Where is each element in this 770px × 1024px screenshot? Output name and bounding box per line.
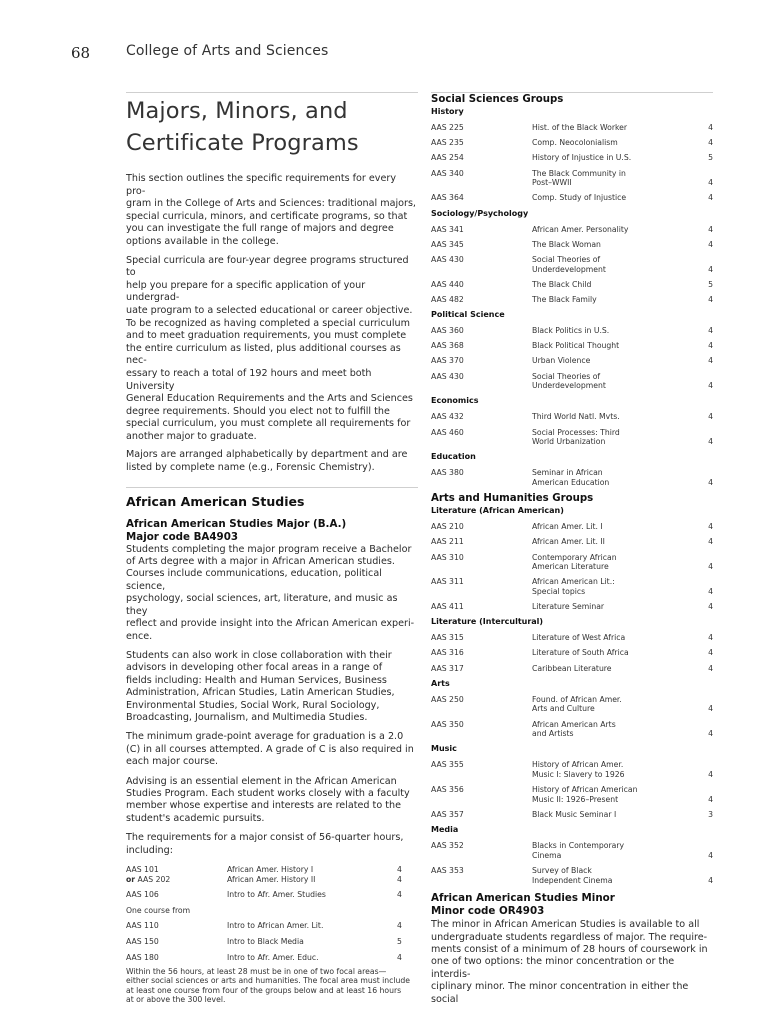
major-heading xyxy=(126,518,418,544)
course-title: History of African American Music II: 1926–Present xyxy=(532,785,638,804)
course-row xyxy=(431,240,713,250)
course-code: AAS 430 xyxy=(431,254,464,264)
course-row xyxy=(431,326,713,336)
course-hours: 4 xyxy=(708,123,713,132)
course-title: Hist. of the Black Worker xyxy=(532,123,628,132)
course-code: AAS 482 xyxy=(431,294,464,304)
course-row xyxy=(431,522,713,532)
course-row xyxy=(431,695,713,714)
course-code: AAS 356 xyxy=(431,785,464,795)
course-title: Comp. Neocolonialism xyxy=(532,138,618,148)
literature-aa-list xyxy=(431,522,713,612)
course-title: Social Theories of Underdevelopment xyxy=(532,371,606,391)
history-heading: History xyxy=(431,107,464,116)
one-course-label: One course from xyxy=(126,905,191,915)
course-hours: 5 xyxy=(397,936,402,946)
course-hours: 4 xyxy=(708,663,713,673)
course-row xyxy=(126,937,418,947)
course-title: Black Politics in U.S. xyxy=(532,326,610,336)
course-hours: 4 xyxy=(708,704,713,714)
intro-paragraph: Majors are arranged alphabetically by department and are listed by complete name (e.g., Forensic Chemistry). xyxy=(126,449,408,474)
course-title: Caribbean Literature xyxy=(532,663,612,673)
course-hours: 4 xyxy=(708,562,713,572)
course-row xyxy=(431,153,713,163)
major-code: Major code BA4903 xyxy=(126,530,239,543)
course-row xyxy=(431,648,713,658)
course-row xyxy=(431,537,713,547)
course-title: The Black Woman xyxy=(532,239,601,249)
course-title: Intro to Black Media xyxy=(227,936,304,946)
literature-intercultural-list xyxy=(431,633,713,673)
social-sciences-heading: Social Sciences Groups xyxy=(431,94,564,105)
course-code: AAS 110 xyxy=(126,921,159,931)
page-title xyxy=(126,95,418,159)
course-title: African American Lit.: Special topics xyxy=(532,577,615,596)
arts-list xyxy=(431,695,713,739)
intro-section xyxy=(126,173,418,475)
course-title: Third World Natl. Mvts. xyxy=(532,412,620,422)
course-row xyxy=(431,428,713,447)
course-hours: 4 xyxy=(708,294,713,304)
course-hours: 4 xyxy=(708,586,713,596)
course-title: African Amer. Lit. II xyxy=(532,537,605,547)
course-title: Urban Violence xyxy=(532,356,591,366)
course-hours: 4 xyxy=(708,264,713,274)
course-code: AAS 430 xyxy=(431,371,464,381)
course-row xyxy=(431,468,713,487)
course-title: Black Political Thought xyxy=(532,341,620,351)
course-code: AAS 311 xyxy=(431,577,464,587)
arts-heading: Arts xyxy=(431,678,450,688)
education-heading: Education xyxy=(431,452,476,462)
course-code: AAS 310 xyxy=(431,552,464,562)
course-code: AAS 360 xyxy=(431,326,464,336)
major-description xyxy=(126,544,418,857)
course-row xyxy=(431,169,713,188)
political-science-list xyxy=(431,326,713,391)
course-code: AAS 341 xyxy=(431,224,464,234)
course-row xyxy=(431,412,713,422)
course-row xyxy=(431,664,713,674)
course-row xyxy=(431,577,713,596)
course-code: AAS 352 xyxy=(431,841,464,851)
course-row xyxy=(431,295,713,305)
course-hours: 4 xyxy=(708,633,713,643)
course-row xyxy=(431,866,713,885)
course-row xyxy=(431,225,713,235)
course-title: Literature Seminar xyxy=(532,602,605,612)
intro-paragraph: Special curricula are four-year degree programs structured to help you prepare for a specific application of your undergrad- uate program to a selected educational or career objective. To be recognized as having completed a special curriculum and to meet graduation requirements, you must complete the entire curriculum as listed, plus additional courses as nec- essary to reach a total of 192 hours and meet both University General Education Requirements and the Arts and Sciences degree requirements. Should you elect not to fulfill the special curriculum, you must complete all requirements for another major to graduate. xyxy=(126,254,413,442)
political-science-heading: Political Science xyxy=(431,310,505,320)
course-code: AAS 355 xyxy=(431,760,464,770)
minor-code: Minor code OR4903 xyxy=(431,905,545,918)
course-hours: 4 xyxy=(708,875,713,885)
course-hours: 4 xyxy=(397,921,402,931)
course-row xyxy=(431,760,713,779)
course-code: AAS 225 xyxy=(431,123,464,132)
course-code: AAS 106 xyxy=(126,890,159,900)
literature-aa-heading: Literature (African American) xyxy=(431,506,564,516)
course-code: AAS 368 xyxy=(431,341,464,351)
course-code: AAS 235 xyxy=(431,138,464,148)
course-hours: 5 xyxy=(708,153,713,163)
course-row xyxy=(126,865,418,884)
course-hours: 4 4 xyxy=(397,865,402,884)
course-title: Found. of African Amer. Arts and Culture xyxy=(532,694,622,714)
course-row xyxy=(431,356,713,366)
course-title: Social Processes: Third World Urbanization xyxy=(532,427,620,447)
course-row xyxy=(431,123,713,133)
course-row xyxy=(431,633,713,643)
course-title: Intro to Afr. Amer. Educ. xyxy=(227,952,319,962)
course-row xyxy=(431,280,713,290)
course-title: The Black Community in Post–WWII xyxy=(532,168,626,188)
course-code: AAS 210 xyxy=(431,522,464,532)
history-list xyxy=(431,123,713,203)
course-hours: 4 xyxy=(708,850,713,860)
course-code: AAS 317 xyxy=(431,663,464,673)
course-row xyxy=(431,255,713,274)
course-hours: 4 xyxy=(708,224,713,234)
course-code: AAS 150 xyxy=(126,936,159,946)
course-title: Literature of West Africa xyxy=(532,633,626,643)
minor-paragraph: The minor in African American Studies is available to all undergraduate students regardless of major. The require- ments consist of a minimum of 28 hours of coursework in one of two options: the minor concentration or the interdis- ciplinary minor. The minor concentration in either the social xyxy=(431,919,708,1005)
arts-humanities-heading: Arts and Humanities Groups xyxy=(431,493,594,505)
course-code: AAS 340 xyxy=(431,168,464,178)
course-code: AAS 440 xyxy=(431,279,464,289)
course-row xyxy=(431,341,713,351)
course-code: AAS 254 xyxy=(431,153,464,163)
course-row xyxy=(431,553,713,572)
course-row xyxy=(431,785,713,804)
course-hours: 4 xyxy=(708,178,713,188)
economics-list xyxy=(431,412,713,446)
course-code: AAS 211 xyxy=(431,537,464,547)
course-hours: 4 xyxy=(708,341,713,351)
course-hours: 4 xyxy=(708,326,713,336)
course-row xyxy=(431,372,713,391)
course-hours: 4 xyxy=(397,952,402,962)
course-hours: 4 xyxy=(708,648,713,658)
course-hours: 4 xyxy=(708,522,713,532)
media-list xyxy=(431,841,713,885)
course-hours: 4 xyxy=(708,138,713,148)
sociology-heading: Sociology/Psychology xyxy=(431,208,529,218)
running-head: College of Arts and Sciences xyxy=(126,43,329,59)
course-code: AAS 370 xyxy=(431,356,464,366)
course-title: Black Music Seminar I xyxy=(532,809,617,819)
course-row xyxy=(431,193,713,203)
course-code: AAS 364 xyxy=(431,193,464,203)
body-paragraph: The requirements for a major consist of 56-quarter hours, including: xyxy=(126,832,404,856)
course-hours: 4 xyxy=(708,537,713,547)
course-title: History of African Amer. Music I: Slavery to 1926 xyxy=(532,760,625,779)
course-title: History of Injustice in U.S. xyxy=(532,153,632,163)
intro-paragraph: This section outlines the specific requirements for every pro- gram in the College of Arts and Sciences: traditional majors, special curricula, minors, and certificate programs, so that you can investigate the full range of majors and degree options available in the college. xyxy=(126,173,416,247)
course-code: AAS 180 xyxy=(126,952,159,962)
requirements-note: Within the 56 hours, at least 28 must be in one of two focal areas— either social sciences or arts and humanities. The focal area must include at least one course from four of the groups below and at least 16 hours at or above the 300 level. xyxy=(126,967,411,1004)
course-title: African Amer. Personality xyxy=(532,224,629,234)
course-code: AAS 250 xyxy=(431,694,464,704)
course-title: Comp. Study of Injustice xyxy=(532,193,627,203)
course-hours: 4 xyxy=(397,890,402,900)
course-title: Seminar in African American Education xyxy=(532,468,610,487)
title-line-1: Majors, Minors, and xyxy=(126,98,348,124)
course-code: AAS 353 xyxy=(431,865,464,875)
course-title: African Amer. History I African Amer. History II xyxy=(227,865,316,884)
music-list xyxy=(431,760,713,819)
course-row xyxy=(126,921,418,931)
course-hours: 4 xyxy=(708,477,713,487)
music-heading: Music xyxy=(431,744,457,754)
course-title: Intro to Afr. Amer. Studies xyxy=(227,890,326,900)
course-code: AAS 316 xyxy=(431,648,464,658)
course-row xyxy=(431,602,713,612)
body-paragraph: Students completing the major program receive a Bachelor of Arts degree with a major in African American studies. Courses include communications, education, political science, psychology, social sciences, art, literature, and music as they reflect and provide insight into the African American experi- ence. xyxy=(126,543,415,642)
course-row xyxy=(126,890,418,900)
minor-heading xyxy=(431,892,713,918)
course-row xyxy=(126,953,418,963)
course-title: African American Arts and Artists xyxy=(532,719,616,739)
course-row xyxy=(431,841,713,860)
section-heading: African American Studies xyxy=(126,493,305,509)
course-title: The Black Family xyxy=(532,294,597,304)
course-hours: 4 xyxy=(708,770,713,779)
course-code: AAS 432 xyxy=(431,412,464,422)
course-hours: 3 xyxy=(708,809,713,819)
requirements-table xyxy=(126,865,418,1004)
course-code: AAS 380 xyxy=(431,468,464,478)
left-column xyxy=(126,92,418,1004)
course-code: AAS 460 xyxy=(431,427,464,437)
course-title: Intro to African Amer. Lit. xyxy=(227,921,324,931)
page-number: 68 xyxy=(71,44,91,62)
sociology-list xyxy=(431,225,713,305)
major-title: African American Studies Major (B.A.) xyxy=(126,517,347,530)
course-hours: 4 xyxy=(708,193,713,203)
course-code: AAS 315 xyxy=(431,633,464,643)
course-title: Literature of South Africa xyxy=(532,648,629,658)
course-title: The Black Child xyxy=(532,279,592,289)
course-hours: 5 xyxy=(708,279,713,289)
course-hours: 4 xyxy=(708,602,713,612)
media-heading: Media xyxy=(431,825,459,835)
right-column xyxy=(431,92,713,1006)
body-paragraph: Advising is an essential element in the African American Studies Program. Each student works closely with a faculty member whose expertise and interests are related to the student's academic pursuits. xyxy=(126,775,410,824)
course-code: AAS 101 or AAS 202 xyxy=(126,865,171,884)
course-hours: 4 xyxy=(708,239,713,249)
minor-title: African American Studies Minor xyxy=(431,892,615,905)
body-paragraph: The minimum grade-point average for graduation is a 2.0 (C) in all courses attempted. A grade of C is also required in each major course. xyxy=(126,731,414,768)
title-line-2: Certificate Programs xyxy=(126,130,359,156)
course-hours: 4 xyxy=(708,729,713,739)
section-rule xyxy=(126,487,418,488)
course-row xyxy=(431,720,713,739)
course-code: AAS 411 xyxy=(431,602,464,612)
course-title: Survey of Black Independent Cinema xyxy=(532,865,613,885)
body-paragraph: Students can also work in close collaboration with their advisors in developing other focal areas in a range of fields including: Health and Human Services, Business Administration, African Studies, Latin American Studies, Environmental Studies, Social Work, Rural Sociology, Broadcasting, Journalism, and Multimedia Studies. xyxy=(126,649,395,723)
literature-intercultural-heading: Literature (Intercultural) xyxy=(431,617,544,627)
course-title: Blacks in Contemporary Cinema xyxy=(532,841,625,860)
course-hours: 4 xyxy=(708,356,713,366)
course-title: African Amer. Lit. I xyxy=(532,522,603,532)
course-hours: 4 xyxy=(708,794,713,804)
course-row xyxy=(431,138,713,148)
economics-heading: Economics xyxy=(431,396,479,406)
course-hours: 4 xyxy=(708,437,713,447)
course-hours: 4 xyxy=(708,381,713,391)
course-code: AAS 350 xyxy=(431,719,464,729)
course-hours: 4 xyxy=(708,412,713,422)
education-list xyxy=(431,468,713,487)
course-code: AAS 357 xyxy=(431,809,464,819)
course-row xyxy=(431,810,713,820)
elective-rows xyxy=(126,921,418,962)
course-title: Contemporary African American Literature xyxy=(532,552,617,572)
title-rule xyxy=(126,92,418,93)
course-title: Social Theories of Underdevelopment xyxy=(532,254,606,274)
column-rule xyxy=(431,92,713,93)
course-code: AAS 345 xyxy=(431,239,464,249)
